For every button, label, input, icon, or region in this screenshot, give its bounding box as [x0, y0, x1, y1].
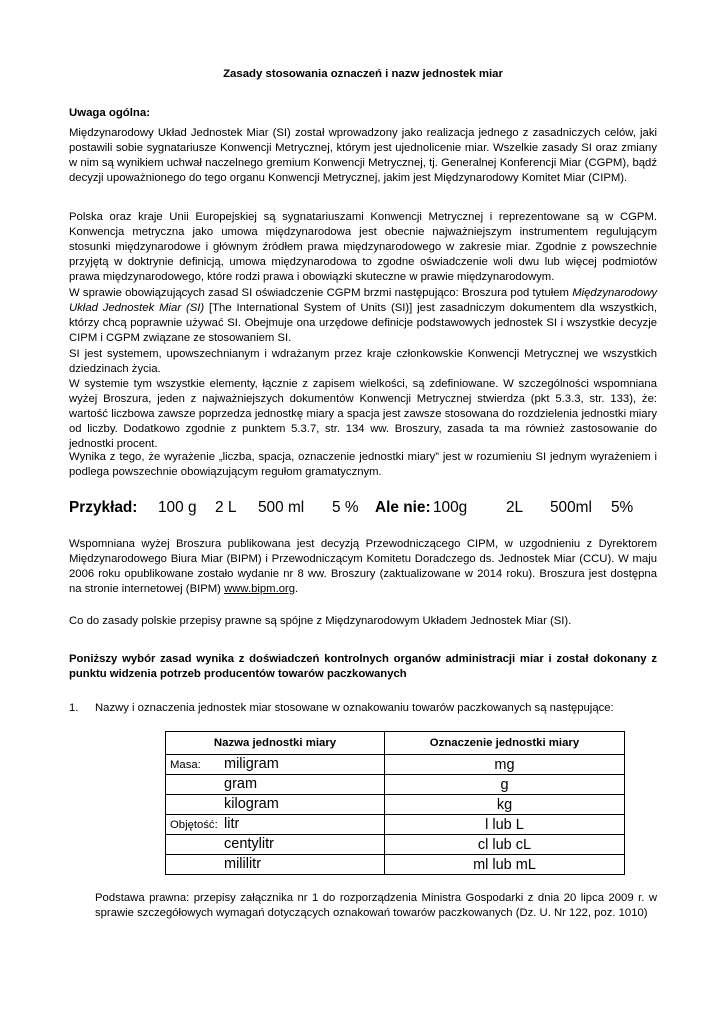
- table-header-name: Nazwa jednostki miary: [166, 732, 385, 755]
- table-header-symbol: Oznaczenie jednostki miary: [385, 732, 625, 755]
- category-label: Objętość:: [170, 819, 218, 831]
- table-row: [166, 795, 625, 815]
- list-text: Nazwy i oznaczenia jednostek miar stosowane w oznakowaniu towarów paczkowanych są następujące:: [95, 702, 614, 714]
- table-cell-name: [166, 795, 385, 815]
- unit-name: gram: [224, 776, 258, 792]
- general-note-heading: Uwaga ogólna:: [69, 107, 151, 119]
- table-cell-name: [166, 815, 385, 835]
- unit-name: centylitr: [224, 836, 274, 852]
- paragraph-eu-convention: Polska oraz kraje Unii Europejskiej są sygnatariuszami Konwencji Metrycznej i reprezentowane są w CGPM. Konwencja metryczna jako umowa międzynarodowa jest obecnie najważniejszym instrumentem regulującym stosunki międzynarodowe i głównym źródłem prawa międzynarodowego w zakresie miar. Zgodnie z powszechnie przyjętą w doktrynie definicją, umowa międzynarodowa to zgodne oświadczenie woli dwu lub więcej podmiotów prawa międzynarodowego, które rodzi prawa i obowiązki skuteczne w prawie międzynarodowym.: [69, 211, 657, 283]
- document-title: Zasady stosowania oznaczeń i nazw jednostek miar: [223, 68, 503, 80]
- table-row: [166, 835, 625, 855]
- example-good-3: 500 ml: [258, 499, 305, 516]
- paragraph-expression: Wynika z tego, że wyrażenie „liczba, spacja, oznaczenie jednostki miary” jest w rozumieniu SI jednym wyrażeniem i podlega powszechnie obowiązującym regułom gramatycznym.: [69, 451, 657, 478]
- units-table: [165, 731, 625, 875]
- p7-end: .: [295, 583, 299, 595]
- table-cell-name: [166, 855, 385, 875]
- example-label: Przykład:: [69, 499, 138, 516]
- legal-basis: Podstawa prawna: przepisy załącznika nr 1 do rozporządzenia Ministra Gospodarki z dnia 20 lipca 2009 r. w sprawie szczegółowych wymagań dotyczących oznakowań towarów paczkowanych (Dz. U. Nr 122, poz. 1010): [95, 892, 657, 919]
- unit-name: mililitr: [224, 856, 262, 872]
- table-header-row: [166, 732, 625, 755]
- example-bad-3: 500ml: [550, 499, 592, 516]
- unit-symbol: g: [385, 775, 625, 795]
- table-cell-name: [166, 835, 385, 855]
- unit-symbol: ml lub mL: [385, 855, 625, 875]
- table-row: [166, 815, 625, 835]
- example-bad-1: 100g: [433, 499, 468, 516]
- category-label: Masa:: [170, 759, 201, 771]
- paragraph-polish-law: Co do zasady polskie przepisy prawne są spójne z Międzynarodowym Układem Jednostek Miar (SI).: [69, 615, 572, 627]
- table-cell-name: [166, 775, 385, 795]
- example-good-1: 100 g: [158, 499, 197, 516]
- table-row: [166, 855, 625, 875]
- unit-name: miligram: [224, 756, 279, 772]
- example-good-2: 2 L: [215, 499, 237, 516]
- list-number: 1.: [69, 702, 79, 714]
- table-row: [166, 775, 625, 795]
- table-cell-name: [166, 755, 385, 775]
- unit-symbol: kg: [385, 795, 625, 815]
- unit-symbol: mg: [385, 755, 625, 775]
- p3-text-b: [The International System of Units (SI)] jest zasadniczym dokumentem dla wszystkich, którzy chcą poprawnie używać SI. Obejmuje ona urzędowe definicje podstawowych jednostek SI i wszystkie decyzje CIPM i CGPM związane ze stosowaniem SI.: [69, 302, 657, 344]
- unit-name: kilogram: [224, 796, 279, 812]
- p3-text-a: W sprawie obowiązujących zasad SI oświadczenie CGPM brzmi następująco: Broszura pod tytułem: [69, 287, 573, 299]
- p7-text: Wspomniana wyżej Broszura publikowana jest decyzją Przewodniczącego CIPM, w uzgodnieniu z Dyrektorem Międzynarodowego Biura Miar (BIPM) i Przewodniczącym Komitetu Doradczego ds. Jednostek Miar (CCU). W maju 2006 roku opublikowane zostało wydanie nr 8 ww. Broszury (zaktualizowane w 2014 roku). Broszura jest dostępna na stronie internetowej (BIPM): [69, 538, 657, 595]
- paragraph-cgpm-statement: [69, 286, 657, 346]
- paragraph-brochure: [69, 537, 657, 597]
- example-bad-2: 2L: [506, 499, 524, 516]
- table-row: [166, 755, 625, 775]
- paragraph-rules: W systemie tym wszystkie elementy, łącznie z zapisem wielkości, są zdefiniowane. W szczególności wspomniana wyżej Broszura, jeden z najważniejszych dokumentów Konwencji Metrycznej stwierdza (pkt 5.3.3, str. 133), że: wartość liczbowa zawsze poprzedza jednostkę miary a spacja jest zawsze stosowana do rozdzielenia jednostki miary od liczby. Dodatkowo zgodnie z punktem 5.3.7, str. 134 ww. Broszury, zasada ta ma również zastosowanie do jednostki procent.: [69, 378, 657, 450]
- bipm-link[interactable]: www.bipm.org: [224, 583, 296, 595]
- paragraph-si-system: SI jest systemem, upowszechnianym i wdrażanym przez kraje członkowskie Konwencji Metrycznej we wszystkich dziedzinach życia.: [69, 348, 657, 375]
- unit-symbol: l lub L: [385, 815, 625, 835]
- example-bad-label: Ale nie:: [375, 499, 431, 516]
- brochure-title: Międzynarodowy Układ Jednostek Miar (SI): [69, 287, 657, 314]
- paragraph-bold-rules: Poniższy wybór zasad wynika z doświadczeń kontrolnych organów administracji miar i został dokonany z punktu widzenia potrzeb producentów towarów paczkowanych: [69, 653, 657, 680]
- example-bad-4: 5%: [611, 499, 634, 516]
- unit-name: litr: [224, 816, 240, 832]
- unit-symbol: cl lub cL: [385, 835, 625, 855]
- paragraph-si-intro: Międzynarodowy Układ Jednostek Miar (SI) został wprowadzony jako realizacja jednego z zasadniczych celów, jaki postawili sobie sygnatariusze Konwencji Metrycznej, którym jest ujednolicenie miar. Wszelkie zasady SI oraz zmiany w nim są wynikiem uchwał naczelnego gremium Konwencji Metrycznej, tj. Generalnej Konferencji Miar (CGPM), bądź decyzji upoważnionego do tego organu Konwencji Metrycznej, jakim jest Międzynarodowy Komitet Miar (CIPM).: [69, 127, 657, 184]
- example-good-4: 5 %: [332, 499, 359, 516]
